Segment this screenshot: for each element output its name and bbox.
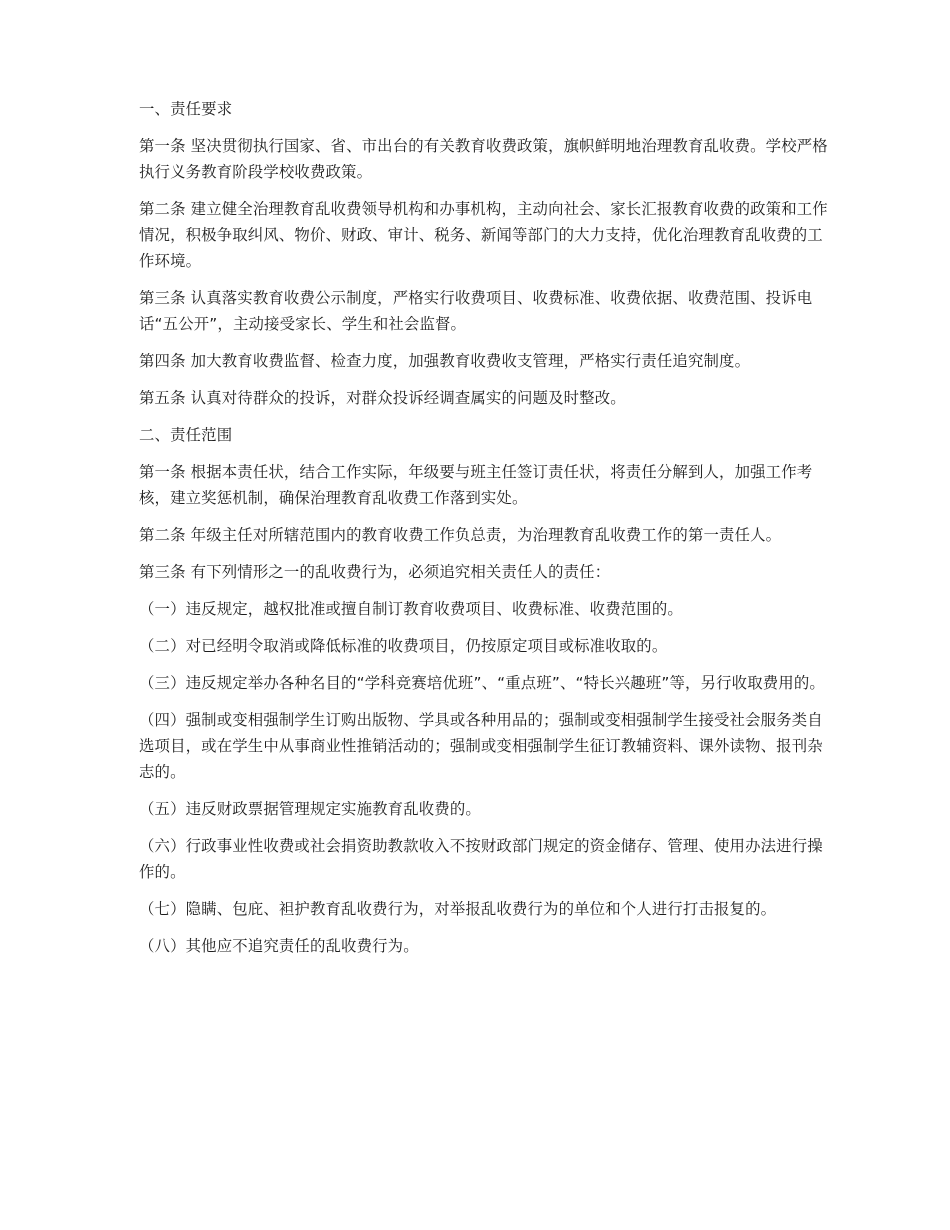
document-body bbox=[139, 96, 829, 970]
paragraph-article-2: 第二条 建立健全治理教育乱收费领导机构和办事机构，主动向社会、家长汇报教育收费的政策和工作情况，积极争取纠风、物价、财政、审计、税务、新闻等部门的大力支持，优化治理教育乱收费的工作环境。 bbox=[139, 200, 828, 270]
paragraph-scope-article-3: 第三条 有下列情形之一的乱收费行为，必须追究相关责任人的责任： bbox=[139, 563, 611, 581]
list-item-8: （八）其他应不追究责任的乱收费行为。 bbox=[139, 937, 419, 955]
section-heading-responsibility-requirements: 一、责任要求 bbox=[139, 100, 233, 118]
list-item-1: （一）违反规定，越权批准或擅自制订教育收费项目、收费标准、收费范围的。 bbox=[139, 600, 683, 618]
section-heading-responsibility-scope: 二、责任范围 bbox=[139, 426, 233, 444]
paragraph-scope-article-1: 第一条 根据本责任状，结合工作实际，年级要与班主任签订责任状，将责任分解到人，加强工作考核，建立奖惩机制，确保治理教育乱收费工作落到实处。 bbox=[139, 463, 813, 507]
list-item-5: （五）违反财政票据管理规定实施教育乱收费的。 bbox=[139, 800, 481, 818]
list-item-6: （六）行政事业性收费或社会捐资助教款收入不按财政部门规定的资金储存、管理、使用办法进行操作的。 bbox=[139, 837, 823, 881]
list-item-7: （七）隐瞒、包庇、袒护教育乱收费行为，对举报乱收费行为的单位和个人进行打击报复的。 bbox=[139, 900, 777, 918]
paragraph-article-3: 第三条 认真落实教育收费公示制度，严格实行收费项目、收费标准、收费依据、收费范围、投诉电话“五公开”，主动接受家长、学生和社会监督。 bbox=[139, 289, 813, 333]
paragraph-article-5: 第五条 认真对待群众的投诉，对群众投诉经调查属实的问题及时整改。 bbox=[139, 389, 626, 407]
list-item-3: （三）违反规定举办各种名目的“学科竞赛培优班”、“重点班”、“特长兴趣班”等，另行收取费用的。 bbox=[139, 674, 825, 692]
paragraph-article-4: 第四条 加大教育收费监督、检查力度，加强教育收费收支管理，严格实行责任追究制度。 bbox=[139, 352, 751, 370]
paragraph-scope-article-2: 第二条 年级主任对所辖范围内的教育收费工作负总责，为治理教育乱收费工作的第一责任人。 bbox=[139, 526, 782, 544]
list-item-4: （四）强制或变相强制学生订购出版物、学具或各种用品的；强制或变相强制学生接受社会服务类自选项目，或在学生中从事商业性推销活动的；强制或变相强制学生征订教辅资料、课外读物、报刊杂志的。 bbox=[139, 711, 823, 781]
paragraph-article-1: 第一条 坚决贯彻执行国家、省、市出台的有关教育收费政策，旗帜鲜明地治理教育乱收费。学校严格执行义务教育阶段学校收费政策。 bbox=[139, 137, 828, 181]
list-item-2: （二）对已经明令取消或降低标准的收费项目，仍按原定项目或标准收取的。 bbox=[139, 637, 668, 655]
